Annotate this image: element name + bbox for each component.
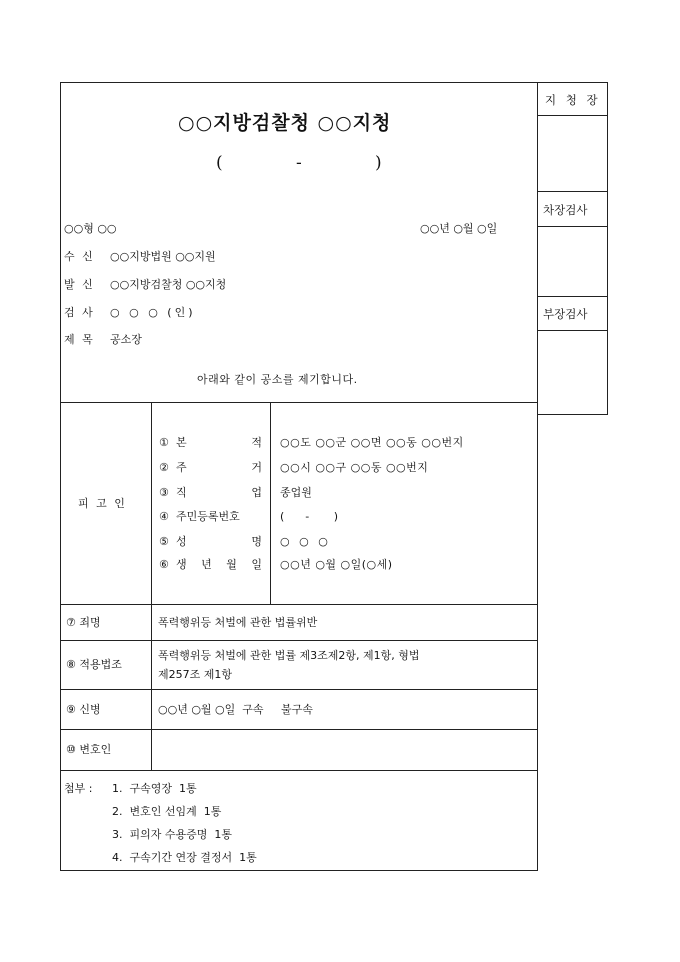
field-label-domicile: 본 적: [176, 436, 262, 449]
prosecutor-label: 검 사: [64, 306, 95, 319]
applicable-law-value-line2: 제257조 제1항: [158, 668, 232, 681]
field-number: ④: [159, 510, 169, 523]
attachment-item: 3. 피의자 수용증명 1통: [112, 828, 232, 841]
defendant-label: 피 고 인: [78, 497, 127, 510]
approval-deputy-label: 차장검사: [543, 203, 588, 217]
sidebar-bottom: [537, 414, 608, 415]
field-label-residence: 주 거: [176, 461, 262, 474]
phone-dash: -: [296, 153, 302, 173]
field-value-name: ○ ○ ○: [280, 535, 331, 548]
recipient-label: 수 신: [64, 250, 95, 263]
frame-right: [537, 82, 538, 871]
field-value-residence: ○○시 ○○구 ○○동 ○○번지: [280, 461, 429, 474]
frame-bottom: [60, 870, 538, 871]
field-value-birthdate: ○○년 ○월 ○일(○세): [280, 558, 393, 571]
field-value-domicile: ○○도 ○○군 ○○면 ○○동 ○○번지: [280, 436, 464, 449]
charge-label: ⑦ 죄명: [66, 616, 101, 629]
approval-director-label: 부장검사: [543, 307, 588, 321]
attachment-item: 1. 구속영장 1통: [112, 782, 197, 795]
custody-value: ○○년 ○월 ○일 구속 불구속: [158, 703, 313, 716]
recipient-value: ○○지방법원 ○○지원: [110, 250, 216, 263]
field-number: ②: [159, 461, 169, 474]
applicable-law-label: ⑧ 적용법조: [66, 658, 122, 671]
field-label-name: 성 명: [176, 535, 262, 548]
attachment-item: 2. 변호인 선임계 1통: [112, 805, 222, 818]
sender-label: 발 신: [64, 278, 95, 291]
prosecutor-value: ○ ○ ○ (인): [110, 306, 196, 319]
field-label-birthdate: 생 년 월 일: [176, 558, 262, 571]
charge-value: 폭력행위등 처벌에 관한 법률위반: [158, 616, 318, 629]
field-label-resident-number: 주민등록번호: [176, 510, 240, 523]
field-number: ①: [159, 436, 169, 449]
subject-value: 공소장: [110, 333, 142, 346]
attachment-item: 4. 구속기간 연장 결정서 1통: [112, 851, 257, 864]
field-number: ⑥: [159, 558, 169, 571]
applicable-law-value: 폭력행위등 처벌에 관한 법률 제3조제2항, 제1항, 형법: [158, 649, 420, 662]
sidebar-top: [537, 82, 608, 83]
field-number: ③: [159, 486, 169, 499]
custody-label: ⑨ 신병: [66, 703, 101, 716]
phone-paren-open: (: [216, 153, 223, 173]
field-value-resident-number: ( - ): [280, 510, 339, 523]
phone-paren-close: ): [375, 153, 382, 173]
document-number: ○○형 ○○: [64, 222, 117, 235]
subject-label: 제 목: [64, 333, 95, 346]
field-number: ⑤: [159, 535, 169, 548]
sender-value: ○○지방검찰청 ○○지청: [110, 278, 227, 291]
defense-counsel-label: ⑩ 변호인: [66, 743, 112, 756]
office-title: ○○지방검찰청 ○○지청: [178, 112, 392, 134]
indictment-statement: 아래와 같이 공소를 제기합니다.: [197, 373, 358, 386]
field-label-occupation: 직 업: [176, 486, 262, 499]
approval-chief-label: 지 청 장: [545, 93, 601, 107]
field-value-occupation: 종업원: [280, 486, 312, 499]
attachments-label: 첨부 :: [64, 782, 93, 795]
document-date: ○○년 ○월 ○일: [420, 222, 498, 235]
frame-left: [60, 82, 61, 871]
frame-top: [60, 82, 538, 83]
sidebar-right: [607, 82, 608, 415]
